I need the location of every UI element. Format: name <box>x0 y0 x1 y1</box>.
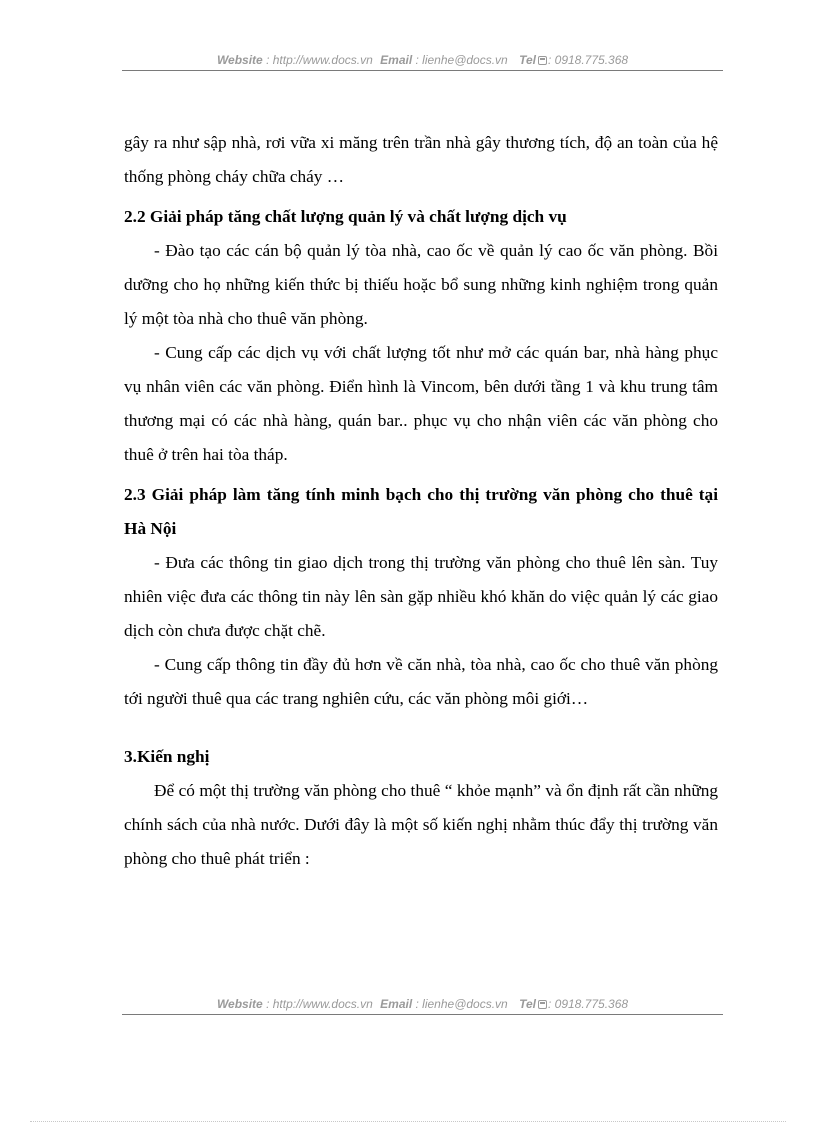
paragraph-services: - Cung cấp các dịch vụ với chất lượng tốt như mở các quán bar, nhà hàng phục vụ nhân viên các văn phòng. Điển hình là Vincom, bên dưới tầng 1 và khu trung tâm thương mại có các nhà hàng, quán bar.. phục vụ cho nhận viên các văn phòng cho thuê ở trên hai tòa tháp. <box>124 343 718 464</box>
footer-rule <box>122 1014 723 1015</box>
phone-icon <box>538 56 547 65</box>
paragraph-information: - Cung cấp thông tin đầy đủ hơn về căn nhà, tòa nhà, cao ốc cho thuê văn phòng tới người thuê qua các trang nghiên cứu, các văn phòng môi giới… <box>124 655 718 708</box>
email-label: Email <box>380 53 413 67</box>
tel-label: Tel <box>519 53 536 67</box>
footer-website-value: : http://www.docs.vn <box>266 997 373 1011</box>
footer-phone-icon <box>538 1000 547 1009</box>
footer-tel-label: Tel <box>519 997 536 1011</box>
paragraph-recommendations: Để có một thị trường văn phòng cho thuê “ khỏe mạnh” và ổn định rất cần những chính sách của nhà nước. Dưới đây là một số kiến nghị nhằm thúc đẩy thị trường văn phòng cho thuê phát triển : <box>124 781 718 868</box>
paragraph-continuation: gây ra như sập nhà, rơi vữa xi măng trên trần nhà gây thương tích, độ an toàn của hệ thống phòng cháy chữa cháy … <box>124 133 718 186</box>
paragraph-exchange: - Đưa các thông tin giao dịch trong thị trường văn phòng cho thuê lên sàn. Tuy nhiên việc đưa các thông tin này lên sàn gặp nhiều khó khăn do việc quản lý các giao dịch còn chưa được chặt chẽ. <box>124 553 718 640</box>
document-body <box>124 126 718 876</box>
tel-value: : 0918.775.368 <box>547 53 629 67</box>
paragraph-training: - Đào tạo các cán bộ quản lý tòa nhà, cao ốc về quản lý cao ốc văn phòng. Bồi dưỡng cho họ những kiến thức bị thiếu hoặc bổ sung những kinh nghiệm trong quản lý một tòa nhà cho thuê văn phòng. <box>124 241 718 328</box>
website-value: : http://www.docs.vn <box>266 53 373 67</box>
heading-2-3: 2.3 Giải pháp làm tăng tính minh bạch cho thị trường văn phòng cho thuê tại Hà Nội <box>124 485 718 538</box>
footer-website-label: Website <box>216 997 263 1011</box>
heading-3: 3.Kiến nghị <box>124 747 210 766</box>
page-header <box>122 53 723 67</box>
footer-tel-value: : 0918.775.368 <box>547 997 629 1011</box>
heading-2-2: 2.2 Giải pháp tăng chất lượng quản lý và chất lượng dịch vụ <box>124 207 567 226</box>
email-value: : lienhe@docs.vn <box>415 53 508 67</box>
page-footer <box>122 997 723 1011</box>
website-label: Website <box>216 53 263 67</box>
footer-email-label: Email <box>380 997 413 1011</box>
page-edge-divider <box>30 1121 786 1122</box>
header-rule <box>122 70 723 71</box>
footer-email-value: : lienhe@docs.vn <box>415 997 508 1011</box>
